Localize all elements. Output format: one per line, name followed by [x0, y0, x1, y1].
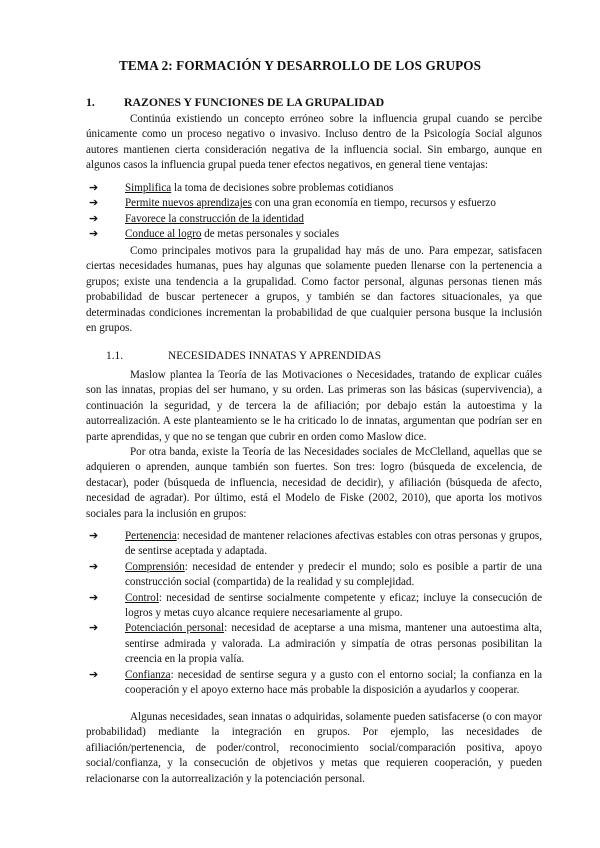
- list-item: [86, 529, 542, 560]
- section-1-1-heading: [86, 350, 381, 362]
- section-1-1-heading-text: NECESIDADES INNATAS Y APRENDIDAS: [168, 350, 382, 362]
- list-item-term: Confianza: [125, 668, 171, 681]
- fiske-motives-list: [86, 529, 542, 698]
- list-item-text: la toma de decisiones sobre problemas cotidianos: [171, 182, 394, 194]
- arrow-icon: ➔: [89, 182, 99, 194]
- section-1-1-number: 1.1.: [106, 350, 124, 362]
- list-item: [86, 621, 542, 667]
- section-1-paragraph-1: Continúa existiendo un concepto erróneo sobre la influencia grupal cuando se percibe únicamente como un proceso negativo o invasivo. Incluso dentro de la Psicología Social algunos autores mantienen cierta consideración negativa de la influencia social. Sin embargo, aunque en algunos casos la influencia grupal pueda tener efectos negativos, en general tiene ventajas:: [86, 113, 542, 172]
- section-1-motives: [86, 244, 542, 336]
- list-item-term: Comprensión: [125, 560, 185, 573]
- list-item: [86, 196, 542, 211]
- list-item-text: : necesidad de mantener relaciones afectivas estables con otras personas y grupos, de sentirse aceptada y adaptada.: [125, 530, 542, 558]
- section-1-1-conclusion: [86, 710, 542, 787]
- arrow-icon: ➔: [89, 668, 99, 681]
- arrow-icon: ➔: [89, 591, 99, 604]
- section-1-number: 1.: [86, 95, 95, 109]
- list-item: [86, 560, 542, 591]
- arrow-icon: ➔: [89, 560, 99, 573]
- arrow-icon: ➔: [89, 212, 99, 225]
- section-1-1-paragraph-1: Maslow plantea la Teoría de las Motivaciones o Necesidades, tratando de explicar cuáles son las innatas, propias del ser humano, y su orden. Las primeras son las básicas (supervivencia), a continuación la seguridad, y de tercera la de afiliación; por debajo están la autoestima y la autorrealización. A este planteamiento se le ha criticado lo de innatas, argumentan que podrían ser en parte aprendidas, y que no se tengan que cubrir en orden como Maslow dice.: [86, 369, 542, 443]
- section-1-heading: [86, 95, 384, 110]
- list-item-text: : necesidad de sentirse socialmente competente y eficaz; incluye la consecución de logros y metas cuyo alcance requiere necesariamente al grupo.: [125, 591, 542, 620]
- section-1-1-paragraph-3: Algunas necesidades, sean innatas o adquiridas, solamente pueden satisfacerse (o con mayor probabilidad) mediante la integración en grupos. Por ejemplo, las necesidades de afiliación/pertenencia, de poder/control, reconocimiento social/comparación positiva, apoyo social/confianza, y la consecución de objetivos y metas que requieren cooperación, y pueden relacionarse con la autorrealización y la potenciación personal.: [86, 711, 542, 785]
- section-1-intro: [86, 112, 542, 174]
- section-1-heading-text: RAZONES Y FUNCIONES DE LA GRUPALIDAD: [124, 95, 385, 109]
- document-title: TEMA 2: FORMACIÓN Y DESARROLLO DE LOS GRUPOS: [118, 58, 482, 73]
- list-item: [86, 212, 542, 227]
- arrow-icon: ➔: [89, 530, 99, 542]
- list-item-text: con una gran economía en tiempo, recursos y esfuerzo: [251, 197, 496, 210]
- list-item: [86, 227, 542, 242]
- list-item-term: Favorece la construcción de la identidad: [125, 212, 304, 225]
- list-item-text: : necesidad de entender y predecir el mundo; solo es posible a partir de una construcción social (compartida) de la realidad y su complejidad.: [125, 560, 542, 589]
- list-item: [86, 181, 542, 196]
- list-item-term: Permite nuevos aprendizajes: [125, 197, 252, 210]
- advantages-list: [86, 181, 542, 243]
- list-item-term: Control: [125, 591, 159, 604]
- list-item: [86, 591, 542, 622]
- section-1-1-body: [86, 368, 542, 522]
- list-item: [86, 668, 542, 699]
- section-1-paragraph-2: Como principales motivos para la grupalidad hay más de uno. Para empezar, satisfacen ciertas necesidades humanas, pues hay algunas que solamente pueden llenarse con la pertenencia a grupos; existe una tendencia a la grupalidad. Como factor personal, algunas personas tienen más probabilidad de buscar pertenecer a grupos, y también se dan factores situacionales, ya que determinadas condiciones incrementan la probabilidad de que cualquier persona busque la inclusión en grupos.: [86, 245, 542, 335]
- arrow-icon: ➔: [89, 197, 99, 210]
- arrow-icon: ➔: [89, 228, 99, 241]
- list-item-text: : necesidad de aceptarse a una misma, mantener una autoestima alta, sentirse admirada y valorada. La admiración y simpatía de otras personas posibilitan la creencia en la propia valía.: [125, 622, 542, 666]
- list-item-term: Potenciación personal: [125, 622, 225, 635]
- arrow-icon: ➔: [89, 622, 99, 635]
- section-1-1-paragraph-2: Por otra banda, existe la Teoría de las Necesidades sociales de McClelland, aquellas que se adquieren o aprenden, aunque también son fuertes. Son tres: logro (búsqueda de excelencia, de destacar), poder (búsqueda de influencia, necesidad de decidir), y afiliación (búsqueda de afecto, necesidad de agradar). Por último, está el Modelo de Fiske (2002, 2010), que aporta los motivos sociales para la inclusión en grupos:: [86, 446, 542, 520]
- list-item-text: : necesidad de sentirse segura y a gusto con el entorno social; la confianza en la cooperación y el apoyo externo hace más probable la disposición a ayudarlos y cooperar.: [125, 668, 542, 697]
- list-item-term: Simplifica: [125, 182, 172, 194]
- list-item-text: de metas personales y sociales: [201, 228, 340, 241]
- list-item-term: Conduce al logro: [125, 228, 202, 241]
- list-item-term: Pertenencia: [125, 530, 177, 542]
